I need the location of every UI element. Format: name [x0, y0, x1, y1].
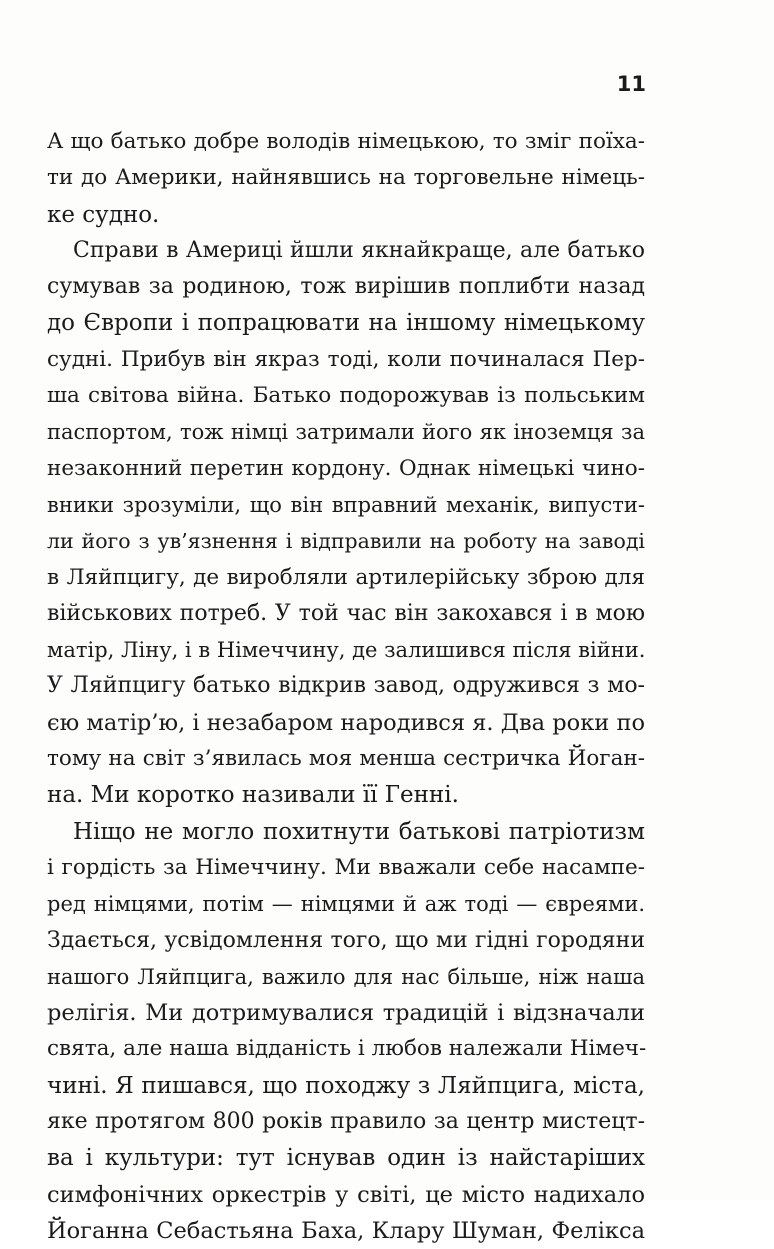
text-line: в Ляйпцигу, де виробляли артилерійську зброю для — [47, 564, 645, 590]
text-line: сумував за родиною, тож вирішив поплибти назад — [47, 274, 645, 300]
text-line: і гордість за Німеччину. Ми вважали себе насампе- — [47, 854, 645, 880]
text-line: єю матір’ю, і незабаром народився я. Два роки по — [47, 709, 645, 736]
text-line: ке судно. — [47, 201, 160, 228]
text-line: чині. Я пишався, що походжу з Ляйпцига, міста, — [47, 1072, 645, 1099]
text-line: ред німцями, потім — німцями й аж тоді — євреями. — [47, 892, 645, 917]
text-line: симфонічних оркестрів у світі, це місто надихало — [47, 1181, 645, 1208]
text-line: Справи в Америці йшли якнайкраще, але батько — [73, 237, 645, 263]
text-line: матір, Ліну, і в Німеччину, де залишився після війни. — [47, 638, 646, 663]
text-line: релігія. Ми дотримувалися традицій і відзначали — [47, 1000, 645, 1027]
text-line: нашого Ляйпцига, важило для нас більше, ніж наша — [47, 964, 645, 989]
text-line: свята, але наша відданість і любов належали Німеч- — [47, 1036, 647, 1062]
text-line: на. Ми коротко називали її Генні. — [47, 782, 459, 809]
text-line: ва і культури: тут існував один із найстаріших — [47, 1145, 645, 1172]
body-text — [47, 124, 645, 1249]
text-line: тому на світ з’явилась моя менша сестричка Йоган- — [47, 746, 645, 772]
text-line: Здається, усвідомлення того, що ми гідні городяни — [47, 927, 645, 953]
text-line: У Ляйпцигу батько відкрив завод, одружився з мо- — [47, 673, 645, 699]
text-line: паспортом, тож німці затримали його як іноземця за — [47, 420, 645, 445]
text-line: до Європи і попрацювати на іншому німецькому — [47, 310, 645, 337]
text-line: Ніщо не могло похитнути батькові патріотизм — [73, 818, 645, 845]
text-line: Йоганна Себастьяна Баха, Клару Шуман, Фелікса — [47, 1217, 645, 1244]
text-line: незаконний перетин кордону. Однак німецькі чино- — [47, 455, 645, 481]
text-line: ти до Америки, найнявшись на торговельне німець- — [47, 165, 645, 191]
text-line: ли його з ув’язнення і відправили на роботу на заводі — [47, 529, 645, 554]
text-line: ша світова війна. Батько подорожував із польським — [47, 383, 645, 409]
text-line: судні. Прибув він якраз тоді, коли починалася Пер- — [47, 346, 645, 372]
page-number: 11 — [616, 72, 646, 96]
text-line: яке протягом 800 років правило за центр мистецт- — [47, 1109, 645, 1135]
text-line: військових потреб. У той час він закохався і в мою — [47, 600, 645, 626]
text-line: вники зрозуміли, що він вправний механік, випусти- — [47, 492, 645, 517]
text-line: А що батько добре володів німецькою, то зміг поїха- — [47, 129, 645, 154]
